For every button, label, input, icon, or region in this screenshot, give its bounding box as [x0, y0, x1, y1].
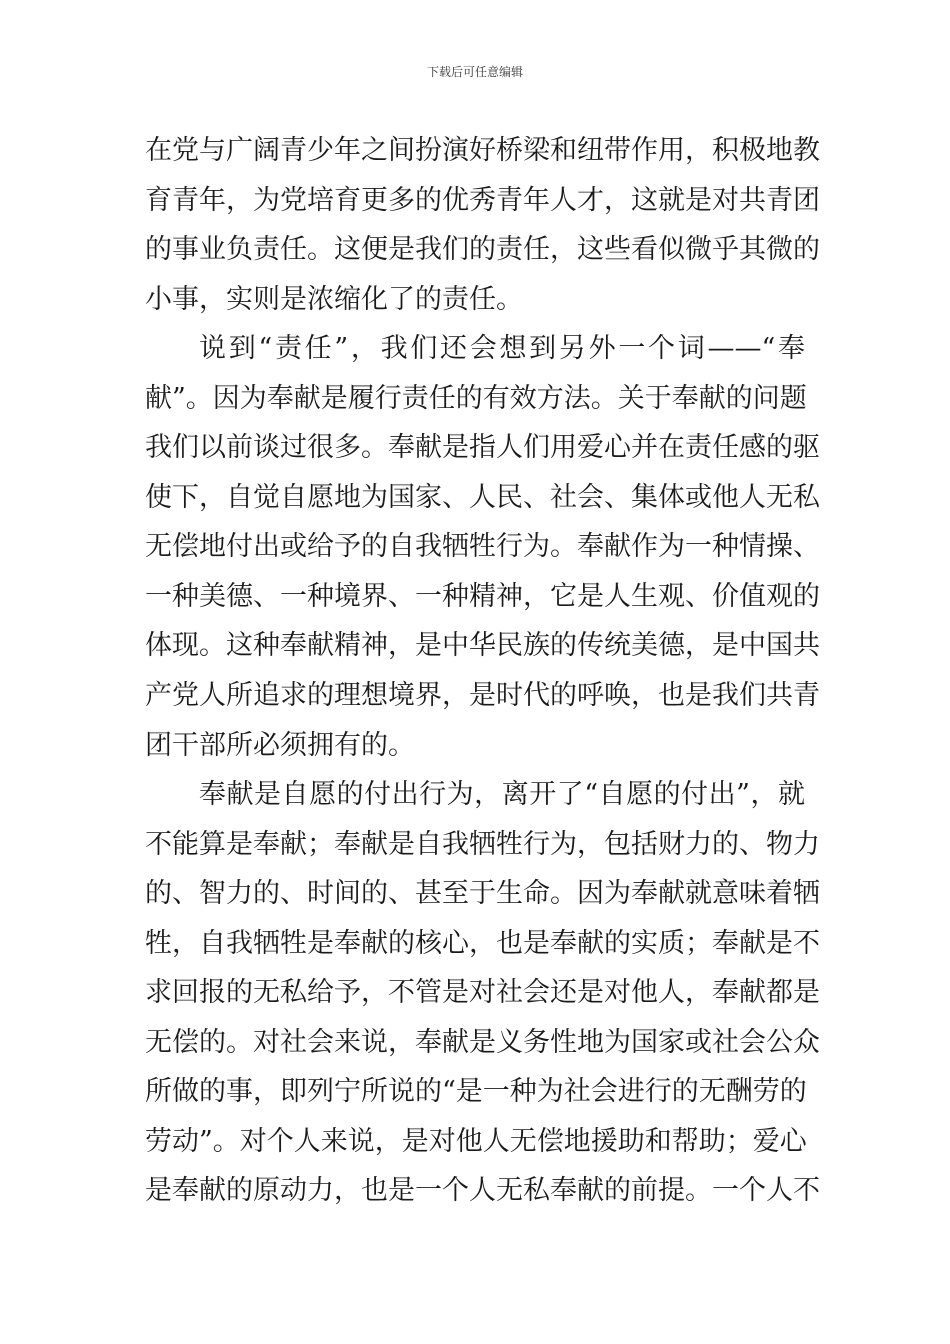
text-line: 小事，实则是浓缩化了的责任。: [145, 283, 523, 315]
text-line: 我们以前谈过很多。奉献是指人们用爱心并在责任感的驱: [145, 432, 820, 464]
text-line: 育青年，为党培育更多的优秀青年人才，这就是对共青团: [145, 184, 820, 216]
paragraph-3: [145, 770, 820, 1216]
text-line: 劳动”。对个人来说，是对他人无偿地援助和帮助；爱心: [145, 1125, 807, 1157]
page-header: 下载后可任意编辑: [426, 65, 523, 79]
text-line: 所做的事，即列宁所说的“是一种为社会进行的无酬劳的: [145, 1076, 807, 1108]
text-line: 献”。因为奉献是履行责任的有效方法。关于奉献的问题: [145, 382, 807, 414]
text-line: 一种美德、一种境界、一种精神，它是人生观、价值观的: [145, 580, 820, 612]
text-line: 的、智力的、时间的、甚至于生命。因为奉献就意味着牺: [145, 878, 820, 910]
text-line: 不能算是奉献；奉献是自我牺牲行为，包括财力的、物力: [145, 828, 820, 860]
text-line: 求回报的无私给予，不管是对社会还是对他人，奉献都是: [145, 977, 820, 1009]
document-body: [145, 126, 820, 1216]
text-line: 无偿地付出或给予的自我牺牲行为。奉献作为一种情操、: [145, 531, 820, 563]
text-line: 的事业负责任。这便是我们的责任，这些看似微乎其微的: [145, 234, 820, 266]
text-line: 体现。这种奉献精神，是中华民族的传统美德，是中国共: [145, 630, 820, 662]
text-line: 在党与广阔青少年之间扮演好桥梁和纽带作用，积极地教: [145, 135, 820, 166]
text-line: 奉献是自愿的付出行为，离开了“自愿的付出”，就: [199, 779, 805, 811]
text-line: 说到“责任”，我们还会想到另外一个词——“奉: [199, 333, 805, 365]
text-line: 是奉献的原动力，也是一个人无私奉献的前提。一个人不: [145, 1175, 820, 1207]
text-line: 团干部所必须拥有的。: [145, 729, 415, 761]
text-line: 使下，自觉自愿地为国家、人民、社会、集体或他人无私: [145, 481, 820, 513]
text-line: 牲，自我牺牲是奉献的核心，也是奉献的实质；奉献是不: [145, 927, 820, 959]
paragraph-1: [145, 126, 820, 324]
text-line: 产党人所追求的理想境界，是时代的呼唤，也是我们共青: [145, 680, 820, 712]
text-line: 无偿的。对社会来说，奉献是义务性地为国家或社会公众: [145, 1026, 820, 1058]
paragraph-2: [145, 324, 820, 770]
